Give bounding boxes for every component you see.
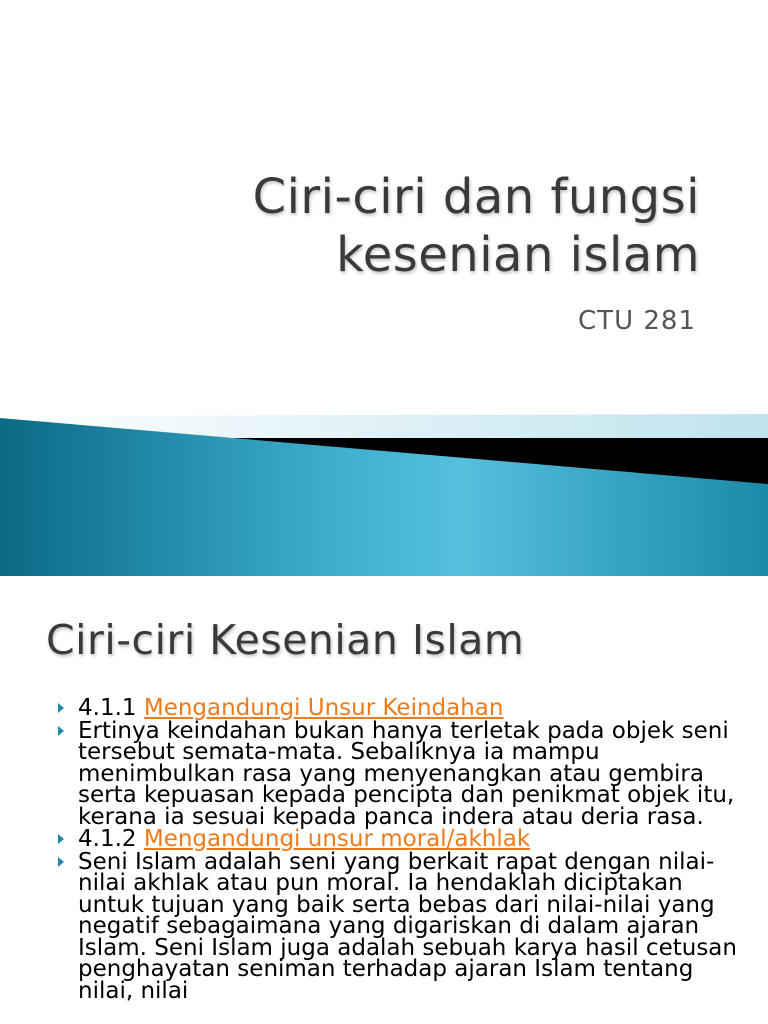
bullet-arrow-icon [58,726,64,736]
bullet-item [54,848,754,1004]
bullet-number: 4.1.1 [78,695,144,721]
bullet-link[interactable]: Mengandungi Unsur Keindahan [143,695,504,721]
slide-title-line-1: Ciri-ciri dan fungsi [252,169,700,225]
bullet-text: Ertinya keindahan bukan hanya terletak pada objek seni tersebut semata-mata. Sebaliknya ia mampu menimbulkan rasa yang menyenangkan atau gembira serta kepuasan kepada pencipta dan penikmat objek itu, kerana ia sesuai kepada panca indera atau deria rasa. [78,717,735,830]
content-slide-title: Ciri-ciri Kesenian Islam [46,616,525,664]
bullet-item [54,826,754,852]
content-slide [0,576,768,1024]
slide-subtitle: CTU 281 [578,306,696,336]
bullet-link[interactable]: Mengandungi unsur moral/akhlak [143,826,531,852]
bullet-arrow-icon [58,703,64,713]
bullet-item [54,717,754,830]
bullet-arrow-icon [58,834,64,844]
bullet-arrow-icon [58,857,64,867]
bullet-number: 4.1.2 [78,826,144,852]
bullet-text: Seni Islam adalah seni yang berkait rapat dengan nilai-nilai akhlak atau pun moral. Ia hendaklah diciptakan untuk tujuan yang baik serta bebas dari nilai-nilai yang negatif sebagaimana yang digariskan di dalam ajaran Islam. Seni Islam juga adalah sebuah karya hasil cetusan penghayatan seniman terhadap ajaran Islam tentang nilai, nilai [78,848,737,1004]
bullet-item [54,695,754,721]
bullet-list [54,695,754,1004]
slide-title [253,168,700,284]
slide-title-line-2: kesenian islam [336,227,700,283]
decorative-band [0,410,768,576]
